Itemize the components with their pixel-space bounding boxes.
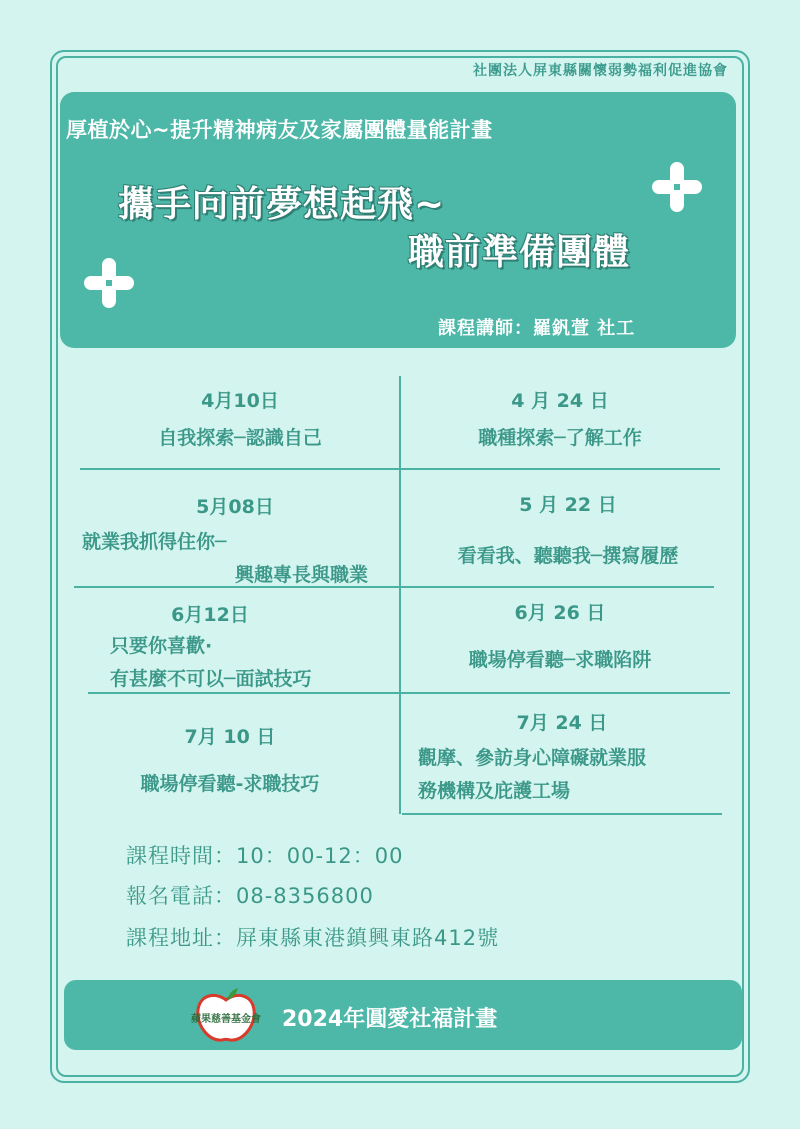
session-date: 5月08日 [196,496,274,518]
session-date: 6月12日 [171,604,249,626]
grid-divider [80,468,720,470]
schedule-cell [80,386,400,450]
session-topic: 職種探索─了解工作 [478,427,642,449]
schedule-cell [80,600,380,691]
session-date: 7月 10 日 [184,726,276,748]
session-date: 7月 24 日 [516,712,608,734]
schedule-cell [70,492,400,587]
session-date: 4 月 24 日 [511,390,609,412]
main-title-line1: 攜手向前夢想起飛~ [118,184,446,225]
organization-name: 社團法人屏東縣關懷弱勢福利促進協會 [473,63,728,79]
plan-title: 厚植於心~提升精神病友及家屬團體量能計畫 [66,118,493,142]
medical-cross-icon [650,160,704,214]
session-topic-line2: 有甚麼不可以─面試技巧 [110,668,312,690]
session-topic-line2: 務機構及庇護工場 [418,780,571,802]
grid-divider [402,813,722,815]
registration-phone: 報名電話：08-8356800 [126,884,374,908]
session-topic: 職場停看聽─求職陷阱 [468,649,652,671]
session-topic: 職場停看聽-求職技巧 [140,773,320,795]
session-topic-line1: 就業我抓得住你─ [82,531,227,553]
session-topic: 自我探索─認識自己 [158,427,322,449]
schedule-cell [404,708,720,803]
apple-foundation-logo [188,986,264,1046]
session-topic-line1: 只要你喜歡· [110,635,213,657]
session-date: 5 月 22 日 [519,494,617,516]
schedule-cell [400,598,720,672]
schedule-cell [400,386,720,450]
main-title-line2: 職前準備團體 [408,232,631,273]
session-topic-line1: 觀摩、參訪身心障礙就業服 [418,747,647,769]
logo-text: 蘋果慈善基金會 [191,1014,261,1025]
session-topic-line2: 興趣專長與職業 [234,564,368,586]
schedule-cell [60,722,400,796]
medical-cross-icon [82,256,136,310]
program-name: 2024年圓愛社福計畫 [282,1007,498,1032]
session-date: 4月10日 [201,390,279,412]
session-date: 6月 26 日 [514,602,606,624]
course-address: 課程地址：屏東縣東港鎮興東路412號 [126,926,500,950]
instructor-label: 課程講師：羅釩萱 社工 [438,318,636,339]
schedule-cell [400,490,736,568]
course-time: 課程時間：10：00-12：00 [126,844,404,868]
session-topic: 看看我、聽聽我─撰寫履歷 [457,545,679,567]
grid-divider [88,692,730,694]
